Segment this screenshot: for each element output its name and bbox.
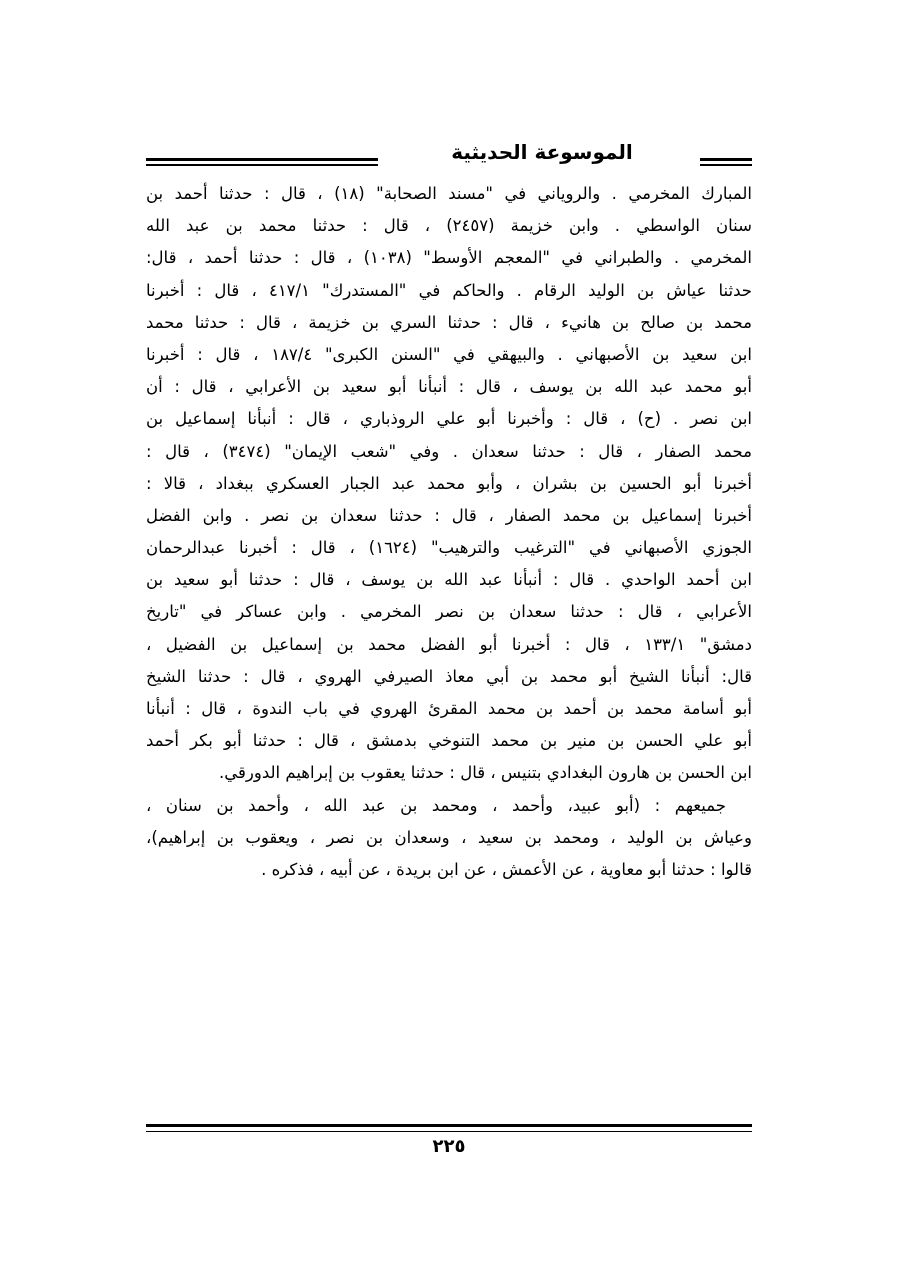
text-line: أخبرنا أبو الحسين بن بشران ، وأبو محمد عبد الجبار العسكري ببغداد ، قالا : — [146, 473, 752, 493]
text-line: الجوزي الأصبهاني في "الترغيب والترهيب" (١٦٢٤) ، قال : أخبرنا عبدالرحمان — [146, 538, 752, 558]
text-line: ابن الحسن بن هارون البغدادي بتنيس ، قال : حدثنا يعقوب بن إبراهيم الدورقي. — [219, 763, 752, 783]
text-line: المبارك المخرمي . والروياني في "مسند الصحابة" (١٨) ، قال : حدثنا أحمد بن — [146, 184, 752, 203]
text-line: جميعهم : (أبو عبيد، وأحمد ، ومحمد بن عبد الله ، وأحمد بن سنان ، — [146, 795, 726, 815]
text-line: ابن أحمد الواحدي . قال : أنبأنا عبد الله بن يوسف ، قال : حدثنا أبو سعيد بن — [146, 570, 752, 590]
text-line: حدثنا عياش بن الوليد الرقام . والحاكم في "المستدرك" ٤١٧/١ ، قال : أخبرنا — [146, 280, 752, 300]
text-line: المخرمي . والطبراني في "المعجم الأوسط" (١٠٣٨) ، قال : حدثنا أحمد ، قال: — [146, 248, 752, 268]
text-line: ابن نصر . (ح) ، قال : وأخبرنا أبو علي الروذباري ، قال : أنبأنا إسماعيل بن — [146, 409, 752, 429]
text-line: قال: أنبأنا الشيخ أبو محمد بن أبي معاذ الصيرفي الهروي ، قال : حدثنا الشيخ — [146, 666, 752, 686]
text-line: أخبرنا إسماعيل بن محمد الصفار ، قال : حدثنا سعدان بن نصر . وابن الفضل — [146, 505, 752, 525]
text-line: أبو علي الحسن بن منير بن محمد التنوخي بدمشق ، قال : حدثنا أبو بكر أحمد — [146, 731, 752, 751]
text-line: أبو أسامة محمد بن أحمد بن محمد المقرئ الهروي في باب الندوة ، قال : أنبأنا — [146, 699, 752, 718]
text-line: دمشق" ١٣٣/١ ، قال : أخبرنا أبو الفضل محمد بن إسماعيل بن الفضيل ، — [146, 634, 752, 654]
text-line: أبو محمد عبد الله بن يوسف ، قال : أنبأنا أبو سعيد بن الأعرابي ، قال : أن — [146, 377, 752, 397]
page-number: ٢٢٥ — [432, 1136, 466, 1157]
body-text — [146, 178, 752, 886]
text-line: محمد بن صالح بن هانيء ، قال : حدثنا السري بن خزيمة ، قال : حدثنا محمد — [146, 312, 752, 332]
text-line: ابن سعيد بن الأصبهاني . والبيهقي في "السنن الكبرى" ١٨٧/٤ ، قال : أخبرنا — [146, 344, 752, 364]
text-line: قالوا : حدثنا أبو معاوية ، عن الأعمش ، عن ابن بريدة ، عن أبيه ، فذكره . — [261, 859, 752, 879]
text-line: محمد الصفار ، قال : حدثنا سعدان . وفي "شعب الإيمان" (٣٤٧٤) ، قال : — [146, 441, 752, 461]
header-rule-left — [146, 158, 378, 166]
text-line: الأعرابي ، قال : حدثنا سعدان بن نصر المخرمي . وابن عساكر في "تاريخ — [146, 602, 752, 622]
text-line: سنان الواسطي . وابن خزيمة (٢٤٥٧) ، قال : حدثنا محمد بن عبد الله — [146, 216, 752, 236]
footer-rule — [146, 1124, 752, 1132]
header-rule-right — [700, 158, 752, 166]
text-line: وعياش بن الوليد ، ومحمد بن سعيد ، وسعدان بن نصر ، ويعقوب بن إبراهيم)، — [146, 827, 752, 847]
page-title: الموسوعة الحديثية — [451, 140, 633, 164]
page-header — [146, 138, 752, 172]
